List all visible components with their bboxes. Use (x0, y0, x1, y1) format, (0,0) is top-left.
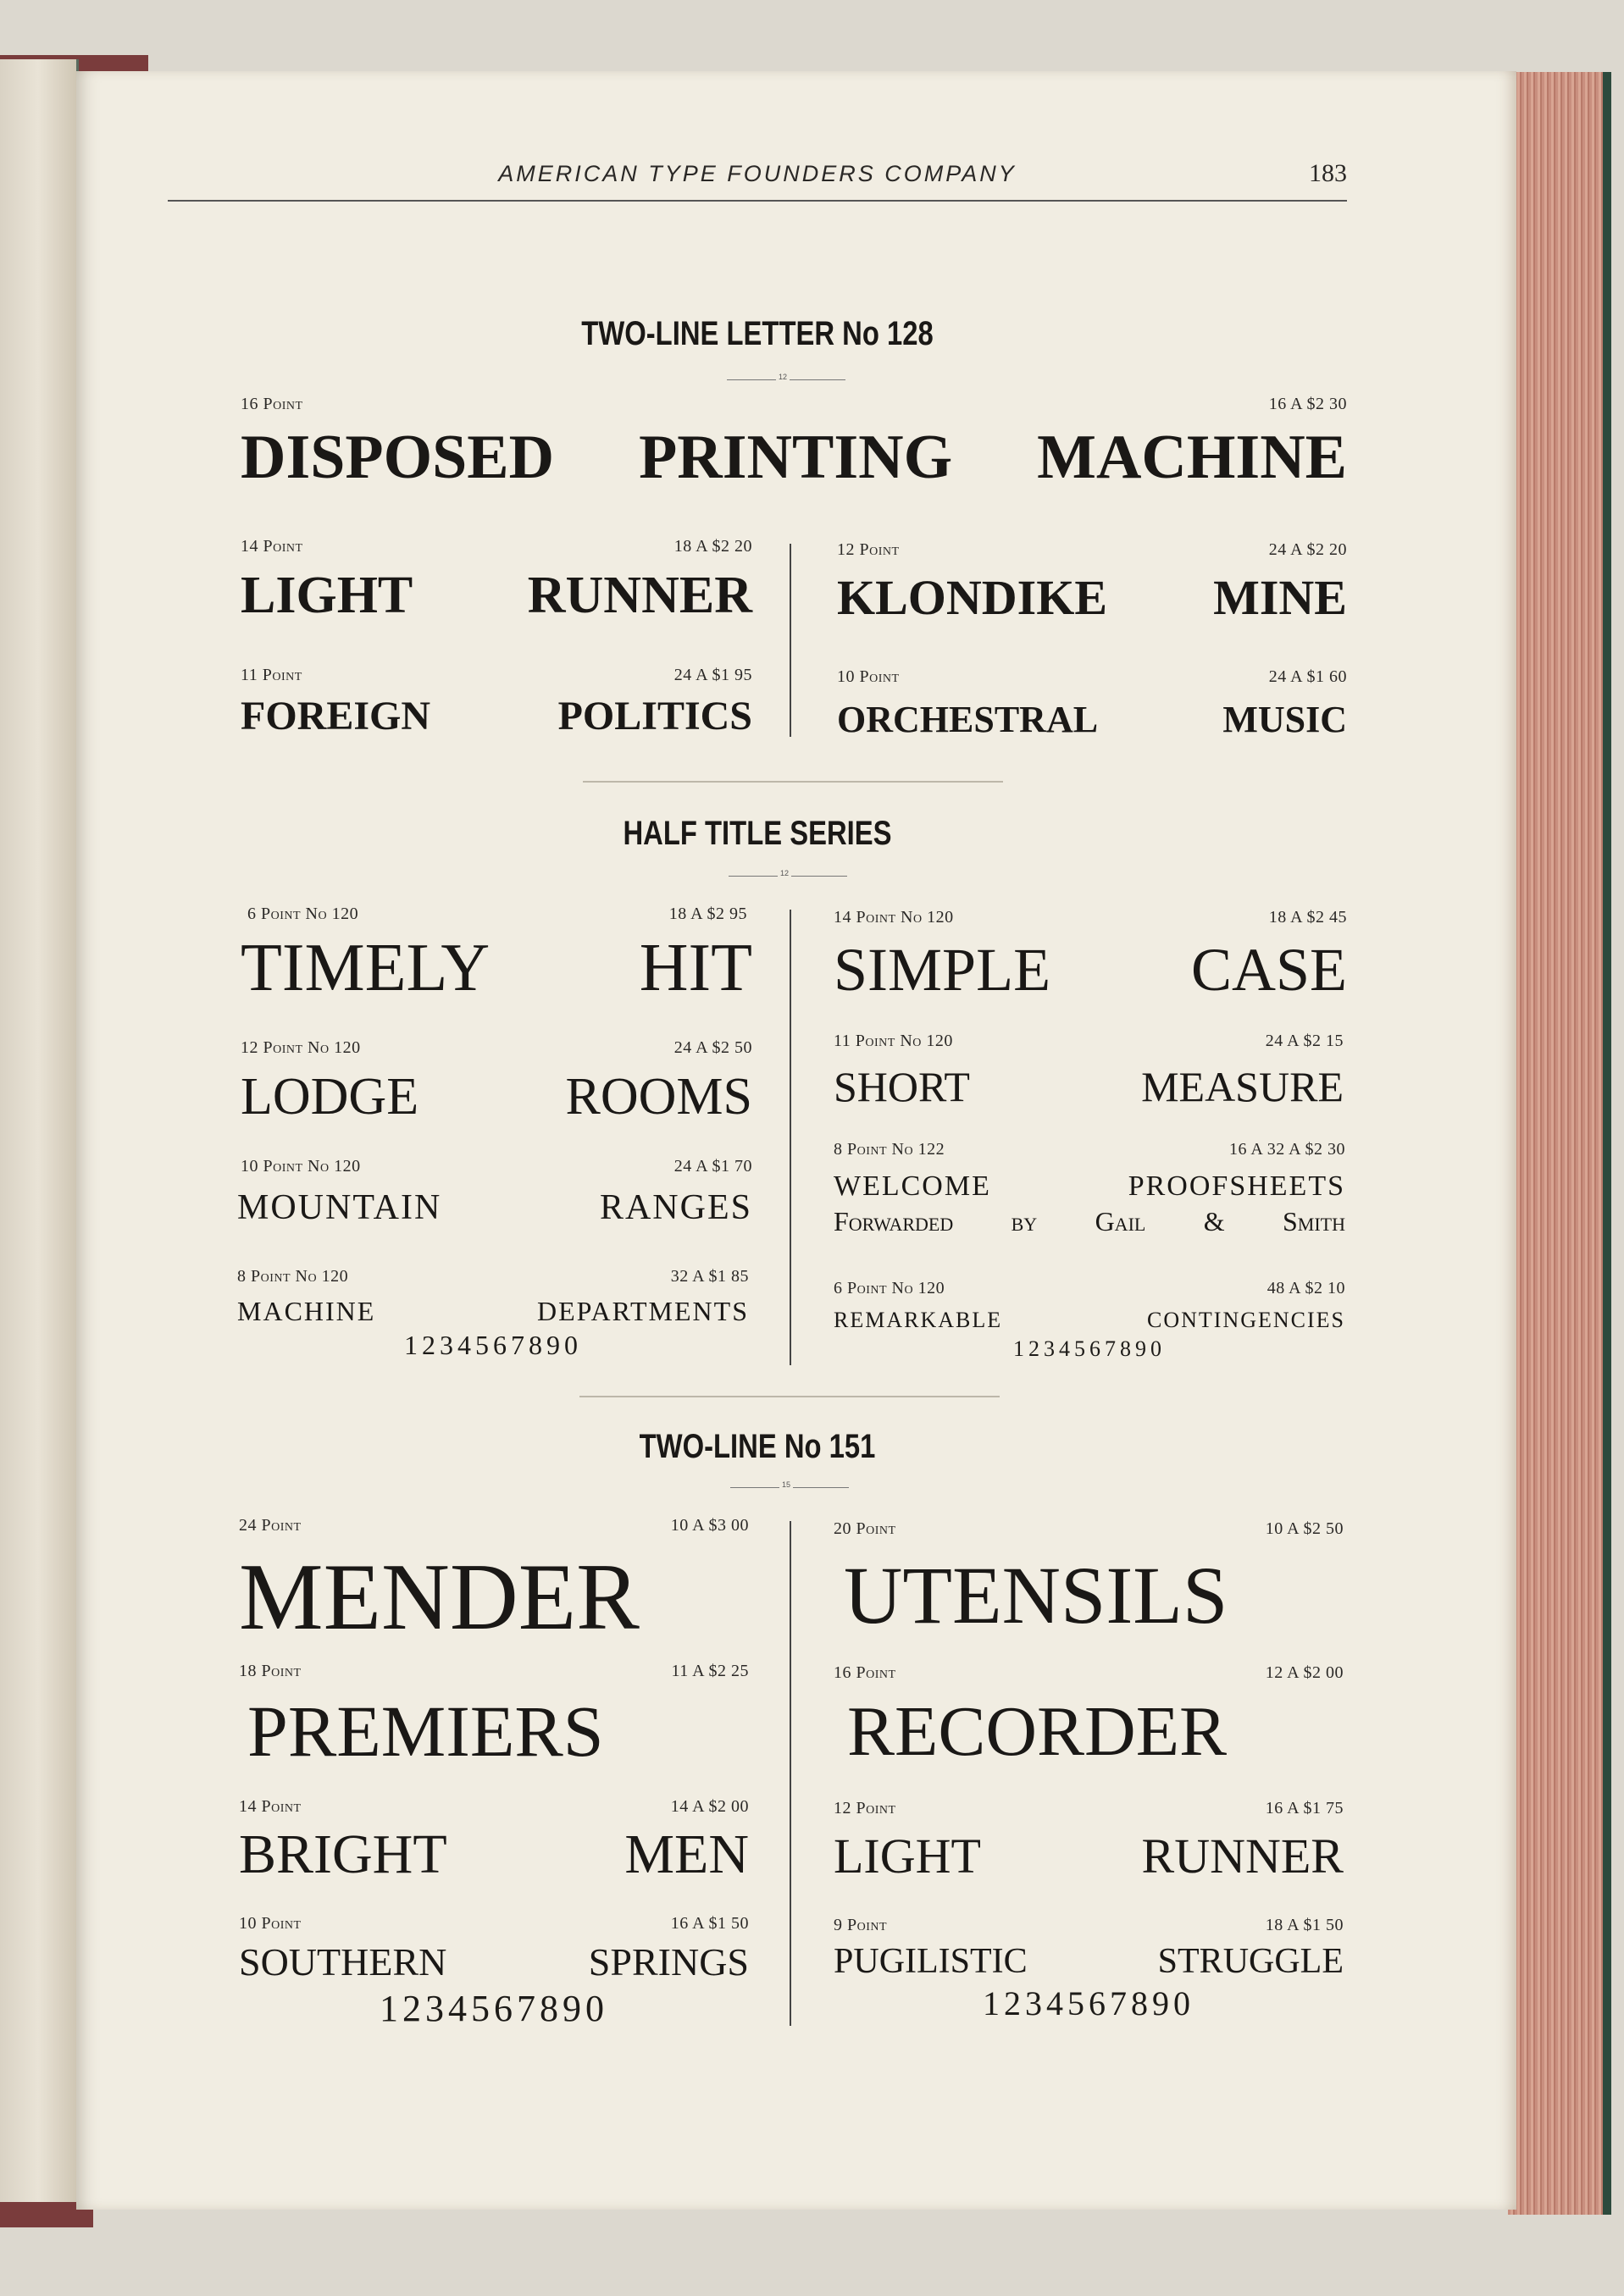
spec-line: 24 Point 10 A $3 00 (239, 1516, 749, 1535)
spec-line: 12 Point No 120 24 A $2 50 (241, 1038, 752, 1057)
specimen-line: MENDER (239, 1545, 640, 1650)
specimen-figures: 1234567890 (380, 1988, 608, 2029)
specimen-line: LODGE ROOMS (241, 1068, 752, 1126)
spec-line: 18 Point 11 A $2 25 (239, 1662, 749, 1680)
spec-line: 11 Point 24 A $1 95 (241, 666, 752, 684)
specimen-line: MOUNTAIN RANGES (237, 1188, 752, 1227)
specimen-line: RECORDER (847, 1692, 1228, 1771)
page-number: 183 (1309, 159, 1347, 187)
specimen-line: FOREIGN POLITICS (241, 694, 752, 739)
spec-line: 12 Point 24 A $2 20 (837, 540, 1347, 559)
left-page-edge (0, 59, 79, 2227)
spec-line: 16 Point 16 A $2 30 (241, 395, 1347, 413)
point-rule: 12 (729, 871, 847, 881)
spec-line: 12 Point 16 A $1 75 (834, 1799, 1344, 1817)
specimen-line: ORCHESTRAL MUSIC (837, 699, 1347, 740)
column-rule (790, 544, 791, 737)
spec-line: 14 Point 18 A $2 20 (241, 537, 752, 556)
section-title-half-title-series: HALF TITLE SERIES (623, 815, 892, 852)
spec-line: 9 Point 18 A $1 50 (834, 1916, 1344, 1934)
spec-line: 6 Point No 120 18 A $2 95 (247, 905, 747, 923)
specimen-line: REMARKABLE CONTINGENCIES (834, 1308, 1345, 1332)
spec-line: 8 Point No 122 16 A 32 A $2 30 (834, 1140, 1345, 1159)
specimen-line: WELCOME PROOFSHEETS (834, 1170, 1345, 1202)
specimen-line: SHORT MEASURE (834, 1063, 1344, 1110)
specimen-figures: 1234567890 (1013, 1336, 1166, 1361)
specimen-line: SIMPLE CASE (834, 936, 1347, 1004)
column-rule (790, 910, 791, 1365)
spec-line: 10 Point 16 A $1 50 (239, 1914, 749, 1933)
section-title-two-line-151: TWO-LINE No 151 (639, 1428, 876, 1465)
section-divider (583, 781, 1003, 783)
spec-line: 6 Point No 120 48 A $2 10 (834, 1279, 1345, 1297)
point-rule: 12 (727, 374, 845, 385)
column-rule (790, 1521, 791, 2026)
point-rule: 15 (730, 1482, 849, 1492)
specimen-line: DISPOSED PRINTING MACHINE (241, 423, 1347, 492)
specimen-line: LIGHT RUNNER (834, 1829, 1344, 1884)
spec-line: 8 Point No 120 32 A $1 85 (237, 1267, 749, 1286)
spec-line: 10 Point No 120 24 A $1 70 (241, 1157, 752, 1176)
section-title-two-line-letter-128: TWO-LINE LETTER No 128 (581, 315, 934, 352)
spec-line: 14 Point No 120 18 A $2 45 (834, 908, 1347, 927)
specimen-line: UTENSILS (844, 1550, 1228, 1640)
page-edges (1508, 72, 1611, 2215)
specimen-figures: 1234567890 (983, 1984, 1194, 2022)
specimen-line: PUGILISTIC STRUGGLE (834, 1942, 1344, 1981)
spec-line: 20 Point 10 A $2 50 (834, 1519, 1344, 1538)
spec-line: 16 Point 12 A $2 00 (834, 1663, 1344, 1682)
specimen-line: KLONDIKE MINE (837, 570, 1347, 625)
section-divider (579, 1396, 1000, 1397)
specimen-figures: 1234567890 (404, 1330, 582, 1360)
running-title: AMERICAN TYPE FOUNDERS COMPANY (498, 161, 1017, 186)
specimen-line: BRIGHT MEN (239, 1823, 749, 1885)
specimen-line: MACHINE DEPARTMENTS (237, 1296, 749, 1326)
spec-line: 14 Point 14 A $2 00 (239, 1797, 749, 1816)
running-header (168, 161, 1347, 202)
specimen-line: PREMIERS (247, 1690, 604, 1772)
specimen-line: SOUTHERN SPRINGS (239, 1940, 749, 1983)
specimen-line: Forwarded by Gail & Smith (834, 1206, 1345, 1237)
spec-line: 10 Point 24 A $1 60 (837, 667, 1347, 686)
specimen-line: LIGHT RUNNER (241, 567, 752, 624)
spec-line: 11 Point No 120 24 A $2 15 (834, 1032, 1344, 1050)
specimen-line: TIMELY HIT (241, 931, 752, 1005)
